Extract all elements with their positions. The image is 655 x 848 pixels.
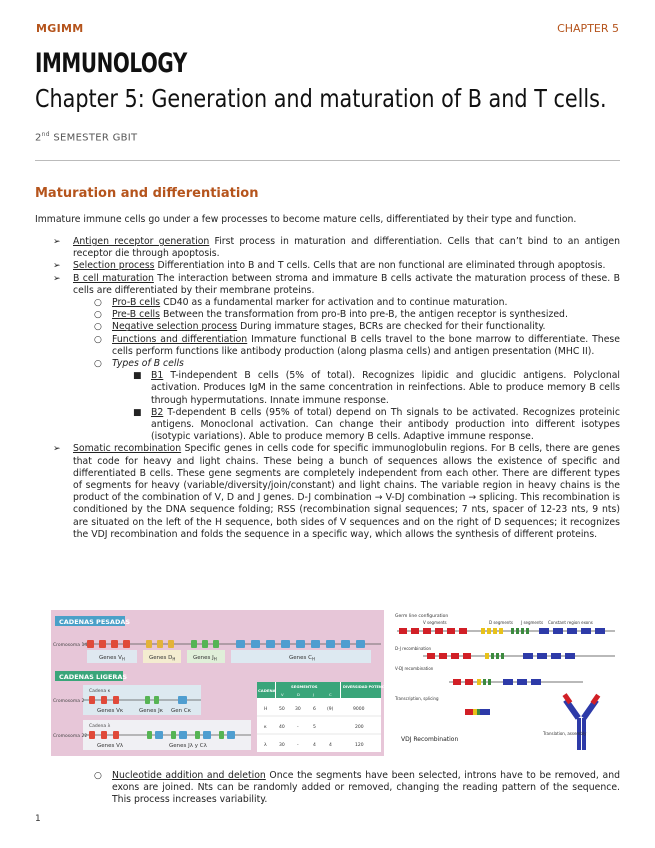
content-list bbox=[0, 236, 655, 541]
list-item-types: ○ Types of B cells bbox=[94, 358, 184, 370]
svg-text:40: 40 bbox=[279, 725, 285, 730]
light-header-label: CADENAS LIGERAS bbox=[59, 673, 128, 681]
lambda-label: Cadena λ bbox=[89, 724, 111, 729]
section-heading: Maturation and differentiation bbox=[35, 186, 259, 201]
list-item-negsel: ○ Negative selection process During immature stages, BCRs are checked for their functionality. bbox=[94, 321, 546, 333]
svg-text:30: 30 bbox=[279, 743, 285, 748]
gene-j-label: Genes $J_H$ bbox=[193, 655, 217, 662]
lambda-v-label: Genes Vλ bbox=[97, 743, 124, 749]
vdj-recombination-svg bbox=[393, 610, 618, 756]
arrow-bullet-icon: ➢ bbox=[53, 237, 61, 247]
svg-text:-: - bbox=[297, 725, 299, 730]
germline-c bbox=[539, 628, 605, 634]
lambda-jc-label: Genes Jλ y Cλ bbox=[169, 743, 207, 749]
svg-text:CADENA: CADENA bbox=[258, 688, 276, 693]
svg-text:D: D bbox=[297, 692, 300, 697]
svg-text:30: 30 bbox=[295, 707, 301, 712]
list-item-b1: ■ B1 T-independent B cells (5% of total). Recognizes lipidic and glucidic antigens. Polyclonal activation. Produces IgM in the same concentration in reinfections. Able to produce memory B cells through hypermutations. Innate immune response. bbox=[133, 370, 620, 406]
heavy-c-segments bbox=[236, 640, 365, 648]
svg-text:J: J bbox=[313, 692, 315, 697]
dj-label: D-J recombination bbox=[395, 646, 432, 651]
kappa-v-label: Genes Vκ bbox=[97, 708, 124, 714]
header-chapter: CHAPTER 5 bbox=[557, 22, 619, 35]
svg-text:DIVERSIDAD POTENCIAL: DIVERSIDAD POTENCIAL bbox=[343, 685, 391, 689]
heavy-chromosome-label: Cromosoma 14 bbox=[53, 643, 88, 648]
gene-d-label: Genes $D_H$ bbox=[149, 655, 176, 662]
c-region-label: Constant region exons bbox=[548, 620, 593, 625]
square-bullet-icon: ■ bbox=[133, 371, 142, 382]
d-segments-label: D segments bbox=[489, 620, 513, 625]
gene-segments-figure bbox=[51, 610, 391, 756]
j-segments-label: J segments bbox=[521, 620, 544, 625]
square-bullet-icon: ■ bbox=[133, 407, 142, 418]
circle-bullet-icon: ○ bbox=[94, 322, 102, 333]
header-course: MGIMM bbox=[36, 22, 84, 35]
circle-bullet-icon: ○ bbox=[94, 298, 102, 309]
svg-text:4: 4 bbox=[329, 743, 332, 748]
kappa-c-label: Gen Cκ bbox=[171, 708, 191, 714]
svg-text:200: 200 bbox=[355, 725, 364, 730]
list-item-preb: ○ Pre-B cells Between the transformation from pro-B into pre-B, the antigen receptor is synthesized. bbox=[94, 309, 568, 321]
circle-bullet-icon: ○ bbox=[94, 334, 102, 345]
arrow-bullet-icon: ➢ bbox=[53, 273, 61, 284]
chr22-label: Cromosoma 22 bbox=[53, 734, 88, 739]
svg-text:κ: κ bbox=[264, 725, 267, 730]
gene-segments-svg bbox=[51, 610, 391, 756]
svg-text:(9): (9) bbox=[327, 707, 334, 712]
list-item-somatic: ➢ Somatic recombination Specific genes in cells code for specific immunoglobulin regions. For B cells, there are genes that code for heavy and light chains. These being a bunch of sequences allows the existence of specific and differentiated B cells. These gene segments are completely independent from each other. There are different types of segments for heavy (variable/diversity/join/constant) and light chains. The variable region in heavy chains is the product of the combination of V, D and J genes. D-J combination → V-DJ combination → splicing. This recombination is conditioned by the DNA sequence folding; RSS (recombination signal sequences; 7 nts, spacer of 12-23 nts, 9 nts) are situated on the left of the H sequence, both sides of V sequences and on the right of D sequences; it recognizes the VDJ recombination and folds the sequence in a specific way, which allows the synthesis of different proteins. bbox=[53, 443, 620, 540]
kappa-label: Cadena κ bbox=[89, 689, 111, 694]
vdj-footer-label: VDJ Recombination bbox=[401, 736, 459, 743]
svg-text:50: 50 bbox=[279, 707, 285, 712]
circle-bullet-icon: ○ bbox=[94, 771, 102, 781]
vdj-label: V-DJ recombination bbox=[395, 666, 434, 671]
diversity-table bbox=[257, 682, 391, 752]
svg-text:SEGMENTOS: SEGMENTOS bbox=[291, 684, 318, 689]
svg-text:9000: 9000 bbox=[353, 707, 365, 712]
gene-c-label: Genes $C_H$ bbox=[289, 655, 315, 662]
list-item-functions: ○ Functions and differentiation Immature functional B cells travel to the bone marrow to differentiate. These cells perform functions like antibody production (along plasma cells) and antigen presentation (MHC II). bbox=[94, 333, 620, 357]
svg-text:120: 120 bbox=[355, 743, 364, 748]
circle-bullet-icon: ○ bbox=[94, 310, 102, 321]
page-number: 1 bbox=[35, 814, 41, 824]
translation-label: Translation, assembly bbox=[543, 731, 587, 736]
circle-bullet-icon: ○ bbox=[94, 359, 102, 370]
kappa-j-label: Genes Jκ bbox=[139, 708, 163, 714]
list-item-prob: ○ Pro-B cells CD40 as a fundamental marker for activation and to continue maturation. bbox=[94, 297, 508, 309]
svg-text:4: 4 bbox=[313, 743, 316, 748]
heavy-j-segments bbox=[191, 640, 219, 648]
gene-v-label: Genes $V_H$ bbox=[99, 655, 125, 662]
heavy-header-label: CADENAS PESADAS bbox=[59, 618, 131, 626]
semester-label: 2nd SEMESTER GBIT bbox=[35, 131, 138, 144]
list-item-nucleotide: ○ Nucleotide addition and deletion Once the segments have been selected, introns have to be removed, and exons are joined. Nts can be randomly added or removed, changing the reading pattern of the sequence. This process increases variability. bbox=[94, 770, 620, 806]
list-item-antigen: ➢ Antigen receptor generation First process in maturation and differentiation. Cells that can’t bind to an antigen receptor die through apoptosis. bbox=[53, 236, 620, 260]
germline-label: Germ line configuration bbox=[395, 614, 449, 619]
arrow-bullet-icon: ➢ bbox=[53, 261, 61, 272]
intro-paragraph: Immature immune cells go under a few processes to become mature cells, differentiated by their type and function. bbox=[35, 214, 577, 225]
divider bbox=[35, 160, 620, 161]
svg-text:V: V bbox=[281, 692, 284, 697]
document-title: IMMUNOLOGY bbox=[35, 48, 187, 79]
document-subtitle: Chapter 5: Generation and maturation of B and T cells. bbox=[35, 84, 607, 113]
svg-text:H: H bbox=[264, 707, 268, 712]
arrow-bullet-icon: ➢ bbox=[53, 444, 61, 455]
svg-text:C: C bbox=[329, 692, 332, 697]
svg-text:-: - bbox=[297, 743, 299, 748]
heavy-d-segments bbox=[146, 640, 174, 648]
transcription-label: Transcription, splicing bbox=[395, 696, 439, 701]
svg-text:6: 6 bbox=[313, 707, 316, 712]
svg-text:λ: λ bbox=[264, 743, 267, 748]
list-item-b2: ■ B2 T-dependent B cells (95% of total) depend on Th signals to be activated. Recognizes proteinic antigens. Monoclonal activation. Can change their antibody production into different isotypes (isotypic variations). Able to produce memory B cells. Adaptive immune response. bbox=[133, 406, 620, 443]
vdj-recombination-figure bbox=[393, 610, 618, 756]
list-item-selection: ➢ Selection process Differentiation into B and T cells. Cells that are non functional are eliminated through apoptosis. bbox=[53, 260, 606, 272]
v-segments-label: V segments bbox=[423, 620, 447, 625]
list-item-bcell: ➢ B cell maturation The interaction between stroma and immature B cells activate the maturation process of these. B cells are differentiated by their membrane proteins. bbox=[53, 272, 621, 296]
antibody-icon bbox=[562, 693, 600, 750]
chr2-label: Cromosoma 2 bbox=[53, 699, 85, 704]
svg-text:5: 5 bbox=[313, 725, 316, 730]
